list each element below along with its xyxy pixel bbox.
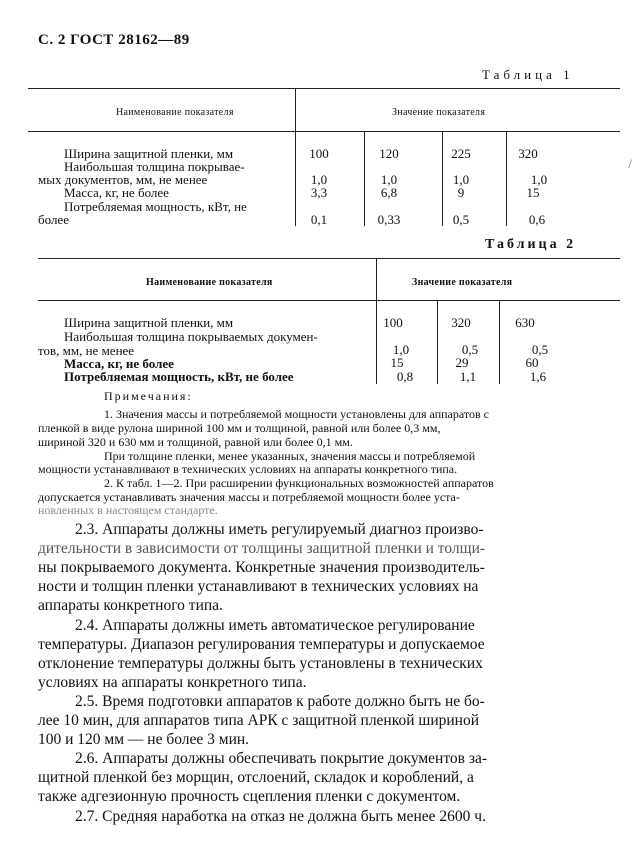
paragraph-line: 100 и 120 мм — не более 3 мин.	[38, 731, 250, 748]
table2-cell: 1,0	[392, 342, 410, 357]
paragraph-line: ности и толщин пленки устанавливают в технических условиях на	[38, 578, 479, 595]
table2-cell: 1,6	[529, 369, 547, 384]
paragraph-line: 2.4. Аппараты должны иметь автоматическое регулирование	[75, 617, 475, 634]
table1-cell: 0,6	[528, 212, 546, 227]
table1-header-rule	[28, 131, 620, 132]
table1-cell: 1,0	[452, 172, 470, 187]
paragraph-line: щитной пленкой без морщин, отслоений, складок и короблений, а	[38, 769, 474, 786]
table2-cell: 0,5	[531, 342, 549, 357]
table2-cell: 630	[515, 315, 535, 330]
table2-cell: 60	[525, 355, 539, 370]
margin-mark: /	[628, 156, 632, 171]
note-line: новленных в настоящем стандарте.	[38, 503, 218, 517]
table1-cell: 6,8	[380, 185, 398, 200]
table2-row1-label: Ширина защитной пленки, мм	[64, 315, 234, 330]
table2-cell: 320	[451, 315, 471, 330]
table1-cell: 100	[309, 146, 329, 161]
note-line: При толщине пленки, менее указанных, значения массы и потребляемой	[104, 449, 476, 463]
table2-cell: 0,5	[461, 342, 479, 357]
note-line: допускается устанавливать значения массы и потребляемой мощности более уста-	[38, 490, 460, 504]
table2-cell: 15	[390, 355, 404, 370]
table1-row1-label: Ширина защитной пленки, мм	[64, 146, 234, 161]
note-line: шириной 320 и 630 мм и толщиной, равной или более 0,1 мм.	[38, 435, 353, 449]
table2-col-value-header: Значение показателя	[412, 277, 513, 288]
table1-col-value-header: Значение показателя	[392, 107, 486, 118]
paragraph-line: ны покрываемого документа. Конкретные значения производитель-	[38, 559, 485, 576]
paragraph-line: аппараты конкретного типа.	[38, 597, 223, 614]
table1-row2-label: Наибольшая толщина покрывае-	[64, 159, 245, 174]
table1-cell: 120	[379, 146, 399, 161]
paragraph-line: температуры. Диапазон регулирования температуры и допускаемое	[38, 636, 485, 653]
table1-cell: 225	[451, 146, 471, 161]
paragraph-line: условиях на аппараты конкретного типа.	[38, 674, 307, 691]
paragraph-line: 2.3. Аппараты должны иметь регулируемый диагноз произво-	[75, 521, 484, 538]
table1-cell: 0,33	[377, 212, 401, 227]
table2-cell: 29	[455, 355, 469, 370]
table1-cell: 1,0	[380, 172, 398, 187]
paragraph-line: 2.7. Средняя наработка на отказ не должна быть менее 2600 ч.	[75, 808, 486, 825]
table2-cell: 100	[383, 315, 403, 330]
table1-col-name-header: Наименование показателя	[116, 107, 234, 118]
table1-cell: 1,0	[310, 172, 328, 187]
table1-row2-label-cont: мых документов, мм, не менее	[38, 172, 208, 187]
note-line: 2. К табл. 1—2. При расширении функциональных возможностей аппаратов	[104, 476, 494, 490]
table1-row3-label: Масса, кг, не более	[64, 185, 169, 200]
table2-header-rule	[38, 300, 620, 301]
paragraph-line: 2.5. Время подготовки аппаратов к работе должно быть не бо-	[75, 693, 485, 710]
table2-cell: 0,8	[396, 369, 414, 384]
note-line: пленкой в виде рулона шириной 100 мм и толщиной, равной или более 0,3 мм,	[38, 421, 441, 435]
paragraph-line: лее 10 мин, для аппаратов типа АРК с защитной пленкой шириной	[38, 712, 480, 729]
note-line: мощности устанавливают в технических условиях на аппараты конкретного типа.	[38, 462, 458, 476]
table1-caption: Таблица 1	[482, 67, 574, 82]
table1-cell: 15	[526, 185, 540, 200]
table2-row2-label: Наибольшая толщина покрываемых докумен-	[64, 329, 318, 344]
table1-row4-label: Потребляемая мощность, кВт, не	[64, 199, 247, 214]
table2-cell: 1,1	[459, 369, 477, 384]
table1-row4-label-cont: более	[38, 212, 69, 227]
table2-subcol-divider-1	[437, 300, 438, 384]
page-header: С. 2 ГОСТ 28162—89	[38, 32, 190, 48]
table2-row4-label: Потребляемая мощность, кВт, не более	[64, 369, 294, 384]
table2-row2-label-cont: тов, мм, не менее	[38, 343, 135, 358]
table1-cell: 1,0	[530, 172, 548, 187]
table2-top-rule	[38, 258, 620, 259]
paragraph-line: 2.6. Аппараты должны обеспечивать покрытие документов за-	[75, 750, 488, 767]
table1-cell: 0,1	[310, 212, 328, 227]
paragraph-line: отклонение температуры должны быть установлены в технических	[38, 655, 483, 672]
table1-cell: 9	[457, 185, 465, 200]
table1-cell: 320	[518, 146, 538, 161]
table2-caption: Таблица 2	[485, 237, 577, 252]
paragraph-line: дительности в зависимости от толщины защитной пленки и толщи-	[38, 540, 486, 557]
table1-cell: 3,3	[310, 185, 328, 200]
paragraph-line: также адгезионную прочность сцепления пленки с документом.	[38, 788, 461, 805]
table2-subcol-divider-2	[499, 300, 500, 384]
notes-title: Примечания:	[104, 389, 193, 403]
note-line: 1. Значения массы и потребляемой мощности установлены для аппаратов с	[104, 407, 489, 421]
table2-col-name-header: Наименование показателя	[146, 277, 273, 288]
table1-cell: 0,5	[452, 212, 470, 227]
table2-row3-label: Масса, кг, не более	[64, 356, 174, 371]
table1-top-rule	[28, 88, 620, 89]
